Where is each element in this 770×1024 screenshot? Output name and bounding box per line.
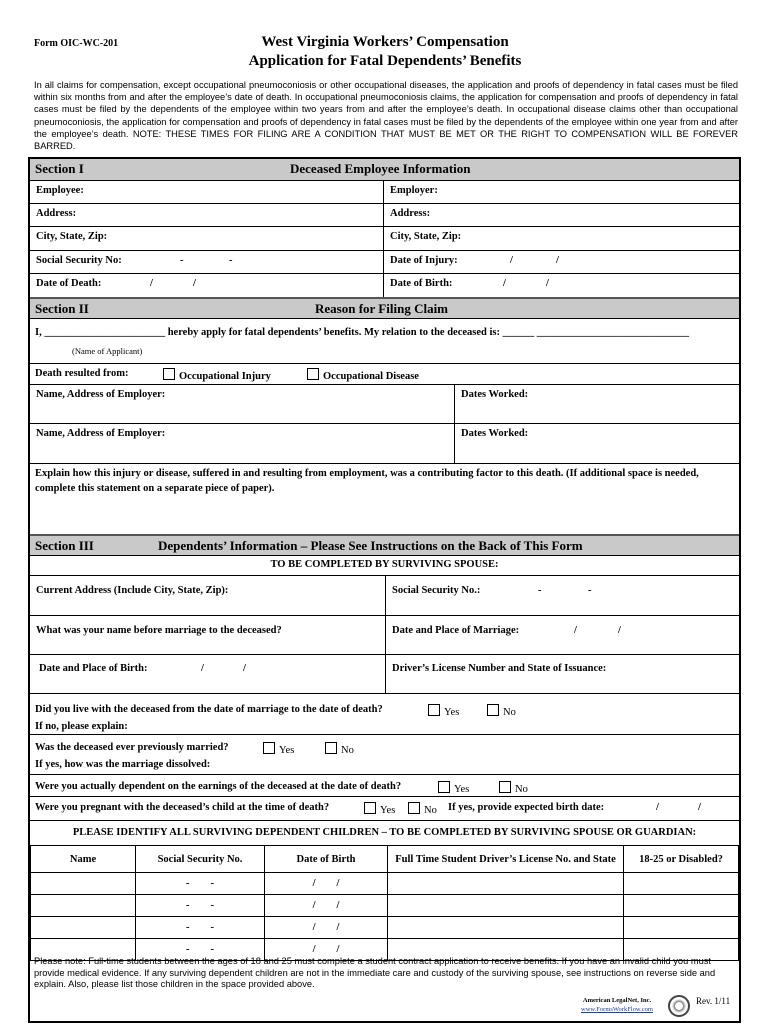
yes-label: Yes bbox=[279, 745, 295, 756]
ssn-dash: - bbox=[186, 900, 190, 911]
live-with-explain-label[interactable]: If no, please explain: bbox=[35, 721, 128, 732]
previously-married-yes-checkbox[interactable] bbox=[263, 742, 275, 754]
col-dob: Date of Birth bbox=[265, 846, 388, 873]
dates-worked1-label: Dates Worked: bbox=[461, 389, 529, 400]
occupational-injury-option[interactable] bbox=[163, 368, 271, 382]
spouse-birth-field[interactable] bbox=[30, 655, 385, 693]
employer1-label: Name, Address of Employer: bbox=[36, 389, 166, 400]
dependent-no-option[interactable] bbox=[499, 781, 528, 795]
drivers-license-label: Driver’s License Number and State of Issuance: bbox=[392, 663, 607, 674]
live-with-yes-checkbox[interactable] bbox=[428, 704, 440, 716]
occupational-disease-option[interactable] bbox=[307, 368, 419, 382]
date-slash: / bbox=[556, 255, 559, 266]
employee-ssn-label: Social Security No: bbox=[36, 255, 122, 266]
ssn-dash: - bbox=[186, 878, 190, 889]
date-of-birth-field[interactable] bbox=[383, 274, 739, 297]
address-row bbox=[30, 204, 739, 227]
section3-number: Section III bbox=[35, 538, 94, 553]
dates-worked1-field[interactable] bbox=[454, 385, 739, 423]
ssn-dash: - bbox=[538, 585, 542, 596]
date-slash: / bbox=[510, 255, 513, 266]
spouse-heading-row bbox=[30, 556, 739, 576]
employee-label: Employee: bbox=[36, 185, 84, 196]
employer-city-label: City, State, Zip: bbox=[390, 231, 462, 242]
child-name-cell[interactable] bbox=[31, 873, 136, 895]
employee-address-label: Address: bbox=[36, 208, 77, 219]
section1-header bbox=[30, 159, 739, 181]
city-row bbox=[30, 227, 739, 251]
previously-married-row bbox=[30, 735, 739, 775]
employer2-row bbox=[30, 424, 739, 464]
yes-label: Yes bbox=[454, 784, 470, 795]
marriage-dissolved-label[interactable]: If yes, how was the marriage dissolved: bbox=[35, 759, 211, 770]
col-student: Full Time Student Driver’s License No. and State bbox=[388, 846, 624, 873]
dependent-earnings-question: Were you actually dependent on the earnings of the deceased at the date of death? bbox=[35, 781, 402, 792]
no-label: No bbox=[341, 745, 354, 756]
date-slash: / bbox=[150, 278, 153, 289]
previously-married-question: Was the deceased ever previously married? bbox=[35, 742, 229, 753]
drivers-license-field[interactable] bbox=[385, 655, 739, 693]
previously-married-no-checkbox[interactable] bbox=[325, 742, 337, 754]
date-slash: / bbox=[312, 878, 316, 889]
children-heading-row bbox=[30, 821, 739, 845]
date-slash: / bbox=[574, 625, 577, 636]
no-label: No bbox=[424, 805, 437, 816]
name-before-marriage-label: What was your name before marriage to the deceased? bbox=[36, 625, 282, 636]
publisher-name: American LegalNet, Inc. bbox=[582, 997, 652, 1004]
spouse-heading: TO BE COMPLETED BY SURVIVING SPOUSE: bbox=[270, 559, 499, 570]
child-age-cell[interactable] bbox=[624, 917, 739, 939]
publisher-logo-icon bbox=[668, 995, 690, 1017]
child-age-cell[interactable] bbox=[624, 873, 739, 895]
current-address-label: Current Address (Include City, State, Zip): bbox=[36, 585, 229, 596]
date-slash: / bbox=[312, 944, 316, 955]
child-dob-cell[interactable] bbox=[265, 895, 388, 917]
yes-label: Yes bbox=[444, 707, 460, 718]
pregnant-question: Were you pregnant with the deceased’s child at the time of death? bbox=[35, 802, 330, 813]
col-age: 18-25 or Disabled? bbox=[624, 846, 739, 873]
ssn-dash: - bbox=[229, 255, 233, 266]
ssn-dash: - bbox=[186, 922, 190, 933]
date-slash: / bbox=[193, 278, 196, 289]
date-slash: / bbox=[698, 802, 701, 813]
dates-worked2-label: Dates Worked: bbox=[461, 428, 529, 439]
no-label: No bbox=[515, 784, 528, 795]
date-slash: / bbox=[201, 663, 204, 674]
applicant-statement[interactable]: I, _______________________ hereby apply for fatal dependents’ benefits. My relation to the deceased is: ______ _____________________________ bbox=[35, 327, 689, 338]
ssn-dash: - bbox=[180, 255, 184, 266]
death-resulted-label: Death resulted from: bbox=[35, 368, 129, 379]
date-slash: / bbox=[336, 922, 340, 933]
dependent-earnings-row bbox=[30, 775, 739, 797]
child-dob-cell[interactable] bbox=[265, 873, 388, 895]
section2-number: Section II bbox=[35, 301, 89, 316]
form-number: Form OIC-WC-201 bbox=[34, 38, 119, 49]
employee-ssn-field[interactable] bbox=[30, 251, 383, 273]
pregnant-yes-checkbox[interactable] bbox=[364, 802, 376, 814]
occupational-disease-checkbox[interactable] bbox=[307, 368, 319, 380]
yes-label: Yes bbox=[380, 805, 396, 816]
child-age-cell[interactable] bbox=[624, 895, 739, 917]
employee-city-field[interactable] bbox=[30, 227, 383, 250]
ssn-dash: - bbox=[210, 922, 214, 933]
ssn-dash: - bbox=[210, 944, 214, 955]
current-address-field[interactable] bbox=[30, 576, 385, 615]
table-row bbox=[31, 873, 739, 895]
section1-title: Deceased Employee Information bbox=[290, 161, 471, 176]
employer-address-label: Address: bbox=[390, 208, 431, 219]
live-with-yes-option[interactable] bbox=[428, 704, 459, 718]
date-of-death-label: Date of Death: bbox=[36, 278, 102, 289]
date-of-death-field[interactable] bbox=[30, 274, 383, 297]
employer2-label: Name, Address of Employer: bbox=[36, 428, 166, 439]
employer2-field[interactable] bbox=[30, 424, 454, 463]
children-table-header bbox=[31, 846, 739, 873]
occupational-injury-label: Occupational Injury bbox=[179, 371, 271, 382]
child-ssn-cell[interactable] bbox=[136, 895, 265, 917]
live-with-row bbox=[30, 694, 739, 735]
dependent-no-checkbox[interactable] bbox=[499, 781, 511, 793]
employer1-row bbox=[30, 385, 739, 424]
child-ssn-cell[interactable] bbox=[136, 873, 265, 895]
ssn-dash: - bbox=[588, 585, 592, 596]
date-of-injury-label: Date of Injury: bbox=[390, 255, 458, 266]
explain-row[interactable] bbox=[30, 464, 739, 534]
live-with-question: Did you live with the deceased from the date of marriage to the date of death? bbox=[35, 704, 383, 715]
publisher-stamp bbox=[575, 996, 659, 1014]
date-slash: / bbox=[656, 802, 659, 813]
date-slash: / bbox=[618, 625, 621, 636]
form-title-line1: West Virginia Workers’ Compensation bbox=[261, 34, 509, 50]
date-slash: / bbox=[336, 944, 340, 955]
employer1-field[interactable] bbox=[30, 385, 454, 423]
col-name: Name bbox=[31, 846, 136, 873]
section2-header bbox=[30, 297, 739, 319]
child-ssn-cell[interactable] bbox=[136, 917, 265, 939]
col-ssn: Social Security No. bbox=[136, 846, 265, 873]
section1-number: Section I bbox=[35, 161, 84, 176]
date-of-birth-label: Date of Birth: bbox=[390, 278, 453, 289]
death-birth-row bbox=[30, 274, 739, 297]
name-before-marriage-field[interactable] bbox=[30, 616, 385, 654]
no-label: No bbox=[503, 707, 516, 718]
student-note: Please note: Full-time students between the ages of 18 and 25 must complete a student contract application to receive benefits. If you have an invalid child you must provide medical evidence. If any surviving dependent children are not in the immediate care and custody of the surviving spouse, see instructions on reverse side and explain. Also, please list those children in the space provided above. bbox=[34, 956, 716, 989]
date-slash: / bbox=[243, 663, 246, 674]
publisher-url[interactable]: www.FormsWorkFlow.com bbox=[581, 1006, 653, 1013]
employer-field[interactable] bbox=[383, 181, 739, 203]
revision-label: Rev. 1/11 bbox=[696, 996, 731, 1006]
child-dob-cell[interactable] bbox=[265, 917, 388, 939]
current-address-row bbox=[30, 576, 739, 616]
name-of-applicant-caption: (Name of Applicant) bbox=[72, 346, 143, 356]
section2-title: Reason for Filing Claim bbox=[315, 301, 449, 316]
child-student-cell[interactable] bbox=[388, 895, 624, 917]
date-slash: / bbox=[312, 900, 316, 911]
employee-row bbox=[30, 181, 739, 204]
live-with-no-checkbox[interactable] bbox=[487, 704, 499, 716]
dates-worked2-field[interactable] bbox=[454, 424, 739, 463]
employee-city-label: City, State, Zip: bbox=[36, 231, 108, 242]
employer-city-field[interactable] bbox=[383, 227, 739, 250]
spouse-ssn-label: Social Security No.: bbox=[392, 585, 481, 596]
employee-address-field[interactable] bbox=[30, 204, 383, 226]
child-name-cell[interactable] bbox=[31, 895, 136, 917]
date-slash: / bbox=[312, 922, 316, 933]
form-title-line2: Application for Fatal Dependents’ Benefits bbox=[248, 53, 522, 69]
employer-label: Employer: bbox=[390, 185, 438, 196]
spouse-ssn-field[interactable] bbox=[385, 576, 739, 615]
children-heading: PLEASE IDENTIFY ALL SURVIVING DEPENDENT CHILDREN – TO BE COMPLETED BY SURVIVING SPOUSE OR GUARDIAN: bbox=[72, 827, 697, 838]
ssn-dash: - bbox=[210, 878, 214, 889]
occupational-disease-label: Occupational Disease bbox=[323, 371, 419, 382]
section3-title: Dependents’ Information – Please See Instructions on the Back of This Form bbox=[158, 538, 583, 553]
form-frame bbox=[28, 157, 741, 1023]
spouse-birth-label: Date and Place of Birth: bbox=[39, 663, 148, 674]
table-row bbox=[31, 895, 739, 917]
ssn-injury-row bbox=[30, 251, 739, 274]
table-row bbox=[31, 917, 739, 939]
child-name-cell[interactable] bbox=[31, 917, 136, 939]
date-of-marriage-label: Date and Place of Marriage: bbox=[392, 625, 520, 636]
employee-field[interactable] bbox=[30, 181, 383, 203]
expected-birth-date-label[interactable]: If yes, provide expected birth date: bbox=[448, 802, 605, 813]
pregnant-no-option[interactable] bbox=[408, 802, 437, 816]
date-slash: / bbox=[336, 900, 340, 911]
date-of-injury-field[interactable] bbox=[383, 251, 739, 273]
occupational-injury-checkbox[interactable] bbox=[163, 368, 175, 380]
ssn-dash: - bbox=[210, 900, 214, 911]
death-resulted-row bbox=[30, 364, 739, 385]
previously-married-no-option[interactable] bbox=[325, 742, 354, 756]
birth-license-row bbox=[30, 655, 739, 694]
pregnant-row bbox=[30, 797, 739, 821]
pregnant-no-checkbox[interactable] bbox=[408, 802, 420, 814]
child-student-cell[interactable] bbox=[388, 917, 624, 939]
children-table bbox=[30, 845, 739, 961]
dependent-yes-option[interactable] bbox=[438, 781, 469, 795]
child-student-cell[interactable] bbox=[388, 873, 624, 895]
live-with-no-option[interactable] bbox=[487, 704, 516, 718]
date-slash: / bbox=[546, 278, 549, 289]
section3-header bbox=[30, 534, 739, 556]
explain-statement: Explain how this injury or disease, suffered in and resulting from employment, was a contributing factor to this death. (If additional space is needed, complete this statement on a separate piece of paper). bbox=[35, 468, 699, 494]
pregnant-yes-option[interactable] bbox=[364, 802, 395, 816]
date-slash: / bbox=[503, 278, 506, 289]
dependent-yes-checkbox[interactable] bbox=[438, 781, 450, 793]
employer-address-field[interactable] bbox=[383, 204, 739, 226]
previously-married-yes-option[interactable] bbox=[263, 742, 294, 756]
applicant-row bbox=[30, 319, 739, 364]
filing-deadline-notice: In all claims for compensation, except occupational pneumoconiosis or other occupational diseases, the application and proofs of dependency in fatal cases must be filed within six months from and after the employee’s date of death. In occupational pneumoconiosis claims, the application for compensation and proofs of dependency in fatal cases must be filed by the dependents of the employee within two years from and after the employee’s death. In occupational disease claims other than occupational pneumoconiosis, the application for compensation and proofs of dependency in fatal cases must be filed by the dependents of the employee within one year from and after the employee’s death. NOTE: THESE TIMES FOR FILING ARE A CONDITION THAT MUST BE MET OR THE RIGHT TO COMPENSATION WILL BE FOREVER BARRED. bbox=[34, 80, 738, 152]
ssn-dash: - bbox=[186, 944, 190, 955]
date-of-marriage-field[interactable] bbox=[385, 616, 739, 654]
date-slash: / bbox=[336, 878, 340, 889]
marriage-row bbox=[30, 616, 739, 655]
